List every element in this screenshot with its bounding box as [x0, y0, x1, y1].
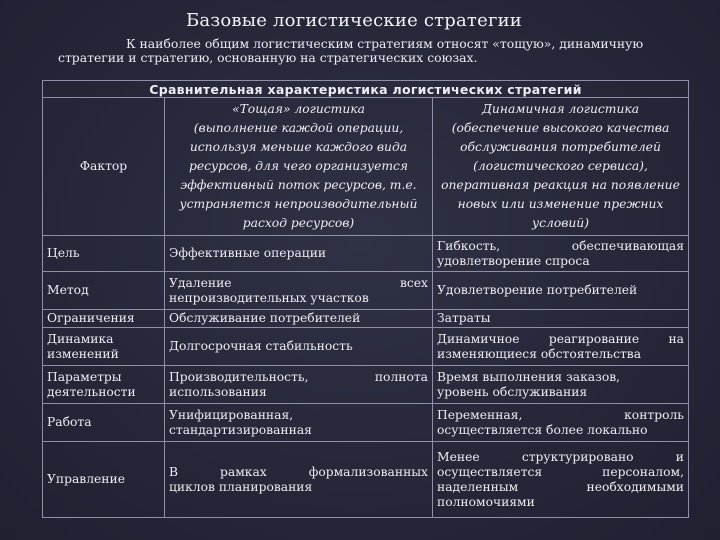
- dynamic-cell: [433, 442, 689, 518]
- lean-description-line: используя меньше каждого вида: [189, 140, 408, 154]
- lean-text: Удаление всех: [169, 275, 428, 290]
- dynamic-text: наделенным необходимыми: [437, 479, 684, 494]
- table-row: [43, 236, 689, 272]
- lean-description-line: расход ресурсов): [242, 216, 355, 230]
- dynamic-description-line: (логистического сервиса),: [473, 159, 648, 173]
- factor-cell: [43, 272, 165, 310]
- dynamic-text: Удовлетворение потребителей: [437, 283, 638, 297]
- table-caption: Сравнительная характеристика логистических стратегий: [43, 81, 689, 98]
- factor-label: Метод: [47, 283, 89, 297]
- table-row: [43, 404, 689, 442]
- lean-logistics-title: «Тощая» логистика: [232, 102, 365, 116]
- slide-title: Базовые логистические стратегии: [186, 10, 522, 31]
- dynamic-text: уровень обслуживания: [437, 384, 588, 399]
- table-row: [43, 366, 689, 404]
- factor-cell: [43, 328, 165, 366]
- lean-text: Обслуживание потребителей: [169, 311, 361, 325]
- factor-header: Фактор: [43, 98, 165, 236]
- dynamic-text: Время выполнения заказов,: [437, 369, 621, 384]
- factor-cell: [43, 236, 165, 272]
- lean-cell: [165, 404, 433, 442]
- factor-label: Динамика: [47, 331, 114, 346]
- dynamic-text: Менее структурировано и: [437, 449, 684, 464]
- lean-text: стандартизированная: [169, 422, 312, 437]
- dynamic-text: изменяющиеся обстоятельства: [437, 346, 642, 361]
- strategy-comparison-table: [42, 80, 689, 518]
- dynamic-cell: [433, 272, 689, 310]
- factor-label: Цель: [47, 246, 80, 260]
- lean-logistics-header: [165, 98, 433, 236]
- dynamic-text: удовлетворение спроса: [437, 253, 590, 268]
- factor-cell: [43, 366, 165, 404]
- lean-description-line: (выполнение каждой операции,: [193, 121, 404, 135]
- lean-cell: [165, 442, 433, 518]
- dynamic-cell: [433, 236, 689, 272]
- dynamic-text: Затраты: [437, 311, 491, 325]
- factor-label: Ограничения: [47, 311, 135, 325]
- lean-text: Производительность, полнота: [169, 369, 428, 384]
- factor-label: Параметры: [47, 369, 122, 384]
- dynamic-text: осуществляется более локально: [437, 422, 648, 437]
- lean-cell: [165, 272, 433, 310]
- dynamic-logistics-header: [433, 98, 689, 236]
- lean-text: Долгосрочная стабильность: [169, 339, 353, 353]
- lean-cell: [165, 328, 433, 366]
- lean-text: циклов планирования: [169, 479, 313, 494]
- intro-line-2: стратегии и стратегию, основанную на стратегических союзах.: [58, 50, 478, 65]
- dynamic-cell: [433, 404, 689, 442]
- factor-label: изменений: [47, 346, 119, 361]
- lean-text: Эффективные операции: [169, 246, 327, 260]
- lean-cell: [165, 236, 433, 272]
- dynamic-description-line: обслуживания потребителей: [460, 140, 661, 154]
- factor-label: Работа: [47, 415, 92, 429]
- dynamic-cell: [433, 310, 689, 328]
- lean-text: непроизводительных участков: [169, 290, 369, 305]
- dynamic-logistics-title: Динамичная логистика: [481, 102, 640, 116]
- dynamic-description-line: новых или изменение прежних: [457, 197, 664, 211]
- dynamic-description-line: (обеспечение высокого качества: [451, 121, 670, 135]
- table-row: [43, 328, 689, 366]
- table-row: [43, 272, 689, 310]
- dynamic-description-line: условий): [531, 216, 590, 230]
- lean-cell: [165, 366, 433, 404]
- factor-cell: [43, 442, 165, 518]
- lean-description-line: ресурсов, для чего организуется: [188, 159, 409, 173]
- dynamic-text: Динамичное реагирование на: [437, 331, 684, 346]
- lean-text: Унифицированная,: [169, 407, 294, 422]
- intro-line-1: К наиболее общим логистическим стратегиям относят «тощую», динамичную: [126, 36, 644, 51]
- lean-cell: [165, 310, 433, 328]
- dynamic-text: осуществляется персоналом,: [437, 464, 684, 479]
- intro-paragraph: [58, 37, 694, 65]
- dynamic-text: Гибкость, обеспечивающая: [437, 238, 684, 253]
- factor-label: деятельности: [47, 384, 136, 399]
- factor-cell: [43, 310, 165, 328]
- factor-label: Управление: [47, 472, 125, 486]
- lean-description-line: устраняется непроизводительный: [179, 197, 418, 211]
- factor-cell: [43, 404, 165, 442]
- dynamic-description-line: оперативная реакция на появление: [441, 178, 680, 192]
- dynamic-cell: [433, 328, 689, 366]
- lean-text: В рамках формализованных: [169, 464, 428, 479]
- dynamic-text: Переменная, контроль: [437, 407, 684, 422]
- dynamic-cell: [433, 366, 689, 404]
- table-row: [43, 442, 689, 518]
- dynamic-text: полномочиями: [437, 494, 535, 509]
- lean-description-line: эффективный поток ресурсов, т.е.: [180, 178, 417, 192]
- table-row: [43, 310, 689, 328]
- lean-text: использования: [169, 384, 267, 399]
